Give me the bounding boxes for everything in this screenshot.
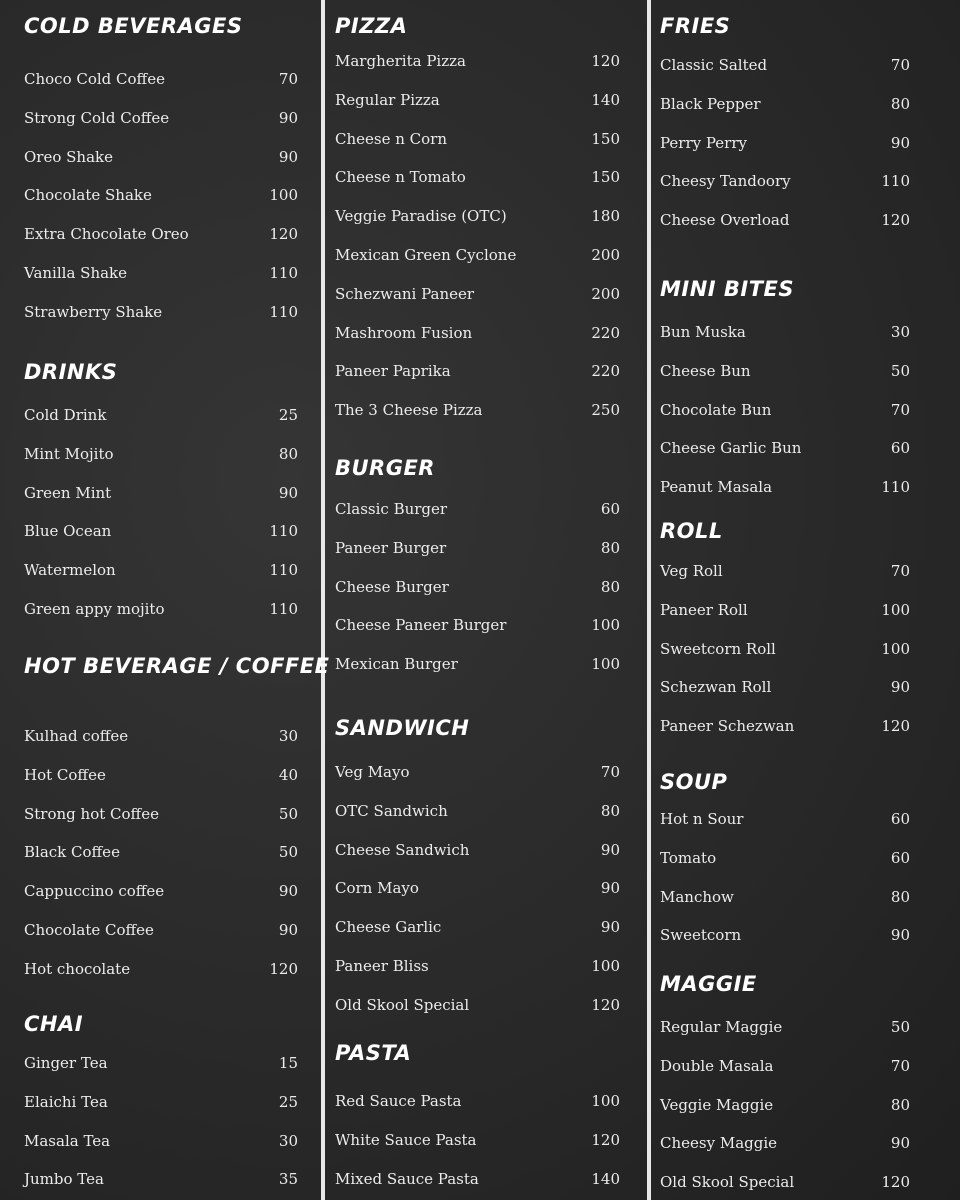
menu-item-name: Vanilla Shake xyxy=(24,264,128,282)
menu-item-name: Mexican Burger xyxy=(335,655,458,674)
menu-item xyxy=(660,717,910,739)
menu-item-price: 80 xyxy=(278,444,298,463)
menu-item xyxy=(335,1092,620,1114)
section-title: BURGER xyxy=(335,456,435,480)
menu-item-price: 120 xyxy=(881,717,910,736)
menu-item xyxy=(335,578,620,600)
menu-item-price: 110 xyxy=(881,172,910,191)
menu-item xyxy=(660,1018,910,1040)
menu-item xyxy=(24,148,298,170)
menu-item-name: Cheese Sandwich xyxy=(335,840,470,859)
menu-item-price: 110 xyxy=(881,478,910,497)
menu-item-name: Green Mint xyxy=(24,483,112,502)
menu-item-name: Paneer Burger xyxy=(335,538,447,557)
menu-item xyxy=(24,445,298,467)
menu-item-price: 90 xyxy=(890,133,910,152)
menu-item-name: Cheese Garlic Bun xyxy=(660,439,802,458)
menu-item-name: Mexican Green Cyclone xyxy=(335,246,517,264)
menu-item-price: 180 xyxy=(591,207,620,226)
menu-item-name: White Sauce Pasta xyxy=(335,1130,477,1149)
menu-item xyxy=(24,186,298,208)
menu-item xyxy=(24,1054,298,1076)
menu-item xyxy=(660,562,910,584)
menu-item-name: Classic Burger xyxy=(335,500,448,518)
menu-item xyxy=(335,362,620,384)
menu-item xyxy=(335,207,620,229)
section-title: PIZZA xyxy=(335,14,408,38)
menu-item xyxy=(335,401,620,423)
menu-item-name: Sweetcorn Roll xyxy=(660,639,776,658)
menu-item-price: 110 xyxy=(269,522,298,541)
section-title: MINI BITES xyxy=(660,277,795,301)
menu-item xyxy=(24,805,298,827)
menu-item-price: 220 xyxy=(591,362,620,381)
menu-item-name: Cappuccino coffee xyxy=(24,882,165,901)
menu-item-price: 30 xyxy=(890,323,910,341)
menu-item xyxy=(335,802,620,824)
menu-item xyxy=(335,130,620,152)
menu-item-price: 120 xyxy=(881,1173,910,1192)
menu-item-name: Red Sauce Pasta xyxy=(335,1092,462,1110)
menu-item-name: Strong hot Coffee xyxy=(24,804,159,823)
menu-item-name: Green appy mojito xyxy=(24,600,165,618)
menu-item-price: 120 xyxy=(269,225,298,244)
menu-item-name: Chocolate Shake xyxy=(24,186,152,205)
menu-item-name: Watermelon xyxy=(24,561,116,580)
menu-item-price: 50 xyxy=(278,804,298,823)
menu-item xyxy=(24,70,298,92)
menu-item xyxy=(335,1131,620,1153)
section-title: FRIES xyxy=(660,14,731,38)
menu-item-price: 70 xyxy=(890,400,910,419)
menu-item-name: Veg Roll xyxy=(660,562,723,580)
menu-item-price: 50 xyxy=(890,361,910,380)
menu-item-price: 80 xyxy=(600,801,620,820)
menu-item-name: Hot Coffee xyxy=(24,765,106,784)
menu-item-name: Jumbo Tea xyxy=(24,1170,104,1189)
menu-item-price: 70 xyxy=(600,763,620,781)
menu-item xyxy=(660,1173,910,1195)
menu-item-name: Strawberry Shake xyxy=(24,302,163,321)
menu-item-price: 80 xyxy=(890,1095,910,1114)
menu-item-price: 80 xyxy=(890,887,910,906)
menu-item-name: Cheese Bun xyxy=(660,361,751,380)
section-title: HOT BEVERAGE / COFFEE xyxy=(24,654,330,678)
section-title: COLD BEVERAGES xyxy=(24,14,243,38)
menu-item-name: Cheese Burger xyxy=(335,577,449,596)
section-title: MAGGIE xyxy=(660,972,757,996)
menu-item xyxy=(660,172,910,194)
menu-item xyxy=(660,134,910,156)
menu-item-name: Sweetcorn xyxy=(660,926,742,945)
menu-column-right xyxy=(660,0,910,1200)
menu-item xyxy=(660,1096,910,1118)
menu-item xyxy=(660,211,910,233)
menu-item-name: Mashroom Fusion xyxy=(335,323,473,342)
menu-item xyxy=(335,539,620,561)
menu-item-name: Paneer Roll xyxy=(660,600,748,619)
menu-item-price: 100 xyxy=(881,600,910,619)
menu-item-price: 100 xyxy=(881,639,910,658)
column-divider-right xyxy=(647,0,651,1200)
section-title: SANDWICH xyxy=(335,716,470,740)
menu-item-price: 15 xyxy=(278,1054,298,1072)
menu-item-price: 60 xyxy=(890,439,910,458)
menu-item xyxy=(660,478,910,500)
menu-item-name: Cheesy Tandoory xyxy=(660,172,791,191)
menu-item-name: Hot chocolate xyxy=(24,959,131,978)
menu-item-price: 30 xyxy=(278,1131,298,1150)
menu-item xyxy=(335,918,620,940)
menu-item-price: 60 xyxy=(890,848,910,867)
menu-item-name: Hot n Sour xyxy=(660,810,744,828)
menu-item-name: Cheese Garlic xyxy=(335,918,442,937)
menu-item-price: 110 xyxy=(269,561,298,580)
menu-item xyxy=(660,56,910,78)
menu-item-price: 25 xyxy=(278,406,298,424)
menu-item-name: The 3 Cheese Pizza xyxy=(335,401,483,420)
menu-item-name: Cheese n Corn xyxy=(335,129,448,148)
menu-item-name: Mint Mojito xyxy=(24,444,114,463)
menu-item-price: 110 xyxy=(269,302,298,321)
menu-item xyxy=(24,109,298,131)
menu-item-price: 90 xyxy=(278,483,298,502)
menu-item-price: 35 xyxy=(278,1170,298,1189)
menu-item-price: 90 xyxy=(890,678,910,697)
menu-item-name: Extra Chocolate Oreo xyxy=(24,225,189,244)
menu-item-name: OTC Sandwich xyxy=(335,801,448,820)
menu-item xyxy=(335,168,620,190)
menu-item xyxy=(660,1134,910,1156)
menu-item xyxy=(24,727,298,749)
section-title: PASTA xyxy=(335,1041,412,1065)
menu-item xyxy=(335,52,620,74)
menu-item-price: 120 xyxy=(591,1130,620,1149)
menu-item-name: Paneer Bliss xyxy=(335,957,429,975)
menu-item xyxy=(660,323,910,345)
menu-item xyxy=(24,766,298,788)
menu-item-name: Paneer Schezwan xyxy=(660,717,795,736)
menu-item-name: Bun Muska xyxy=(660,323,746,341)
menu-item-name: Margherita Pizza xyxy=(335,52,466,70)
menu-item-name: Old Skool Special xyxy=(335,995,470,1014)
menu-item-price: 70 xyxy=(890,562,910,580)
menu-item-price: 90 xyxy=(600,879,620,898)
menu-item xyxy=(24,225,298,247)
menu-item-name: Classic Salted xyxy=(660,56,768,74)
menu-item xyxy=(335,246,620,268)
menu-item xyxy=(24,1132,298,1154)
menu-item-price: 220 xyxy=(591,323,620,342)
menu-item-price: 200 xyxy=(591,284,620,303)
menu-item xyxy=(24,484,298,506)
menu-item-name: Strong Cold Coffee xyxy=(24,108,170,127)
menu-item-name: Oreo Shake xyxy=(24,147,113,166)
menu-item-name: Veggie Paradise (OTC) xyxy=(335,207,507,226)
menu-item-price: 100 xyxy=(591,1092,620,1110)
menu-item xyxy=(335,1170,620,1192)
menu-item-name: Old Skool Special xyxy=(660,1173,795,1192)
menu-item xyxy=(660,926,910,948)
menu-item-name: Regular Maggie xyxy=(660,1018,783,1036)
menu-item-price: 110 xyxy=(269,264,298,282)
menu-item xyxy=(335,957,620,979)
menu-item-name: Corn Mayo xyxy=(335,879,419,898)
menu-item-price: 90 xyxy=(278,921,298,939)
menu-item-price: 140 xyxy=(591,1169,620,1188)
section-title: DRINKS xyxy=(24,360,118,384)
menu-item-price: 120 xyxy=(591,52,620,70)
menu-item xyxy=(335,500,620,522)
menu-item xyxy=(24,1170,298,1192)
menu-item-price: 80 xyxy=(600,577,620,596)
menu-item xyxy=(660,810,910,832)
menu-item-name: Peanut Masala xyxy=(660,478,773,497)
menu-item xyxy=(660,888,910,910)
menu-item-price: 60 xyxy=(600,500,620,518)
section-title: CHAI xyxy=(24,1012,84,1036)
menu-item-price: 25 xyxy=(278,1092,298,1111)
menu-item-name: Perry Perry xyxy=(660,133,747,152)
menu-item-price: 120 xyxy=(881,211,910,230)
menu-item-name: Mixed Sauce Pasta xyxy=(335,1169,479,1188)
menu-item xyxy=(660,362,910,384)
menu-item-price: 70 xyxy=(278,70,298,88)
menu-item-price: 90 xyxy=(278,147,298,166)
menu-item xyxy=(335,655,620,677)
menu-item-name: Black Pepper xyxy=(660,94,761,113)
menu-item-name: Schezwan Roll xyxy=(660,678,772,697)
column-divider-left xyxy=(321,0,325,1200)
menu-item-price: 90 xyxy=(600,840,620,859)
menu-item-price: 100 xyxy=(269,186,298,205)
menu-item-name: Kulhad coffee xyxy=(24,727,129,745)
menu-item-name: Chocolate Coffee xyxy=(24,921,154,939)
menu-item-price: 70 xyxy=(890,56,910,74)
menu-item-price: 150 xyxy=(591,168,620,187)
menu-item-price: 90 xyxy=(278,108,298,127)
menu-item xyxy=(335,285,620,307)
menu-item-name: Manchow xyxy=(660,887,734,906)
menu-item xyxy=(335,841,620,863)
menu-item-price: 50 xyxy=(890,1018,910,1036)
menu-item-name: Schezwani Paneer xyxy=(335,284,475,303)
menu-item xyxy=(24,600,298,622)
menu-item xyxy=(335,763,620,785)
menu-item-name: Tomato xyxy=(660,848,717,867)
menu-item-name: Cheese Overload xyxy=(660,211,790,230)
menu-item-name: Veggie Maggie xyxy=(660,1095,774,1114)
menu-item-price: 80 xyxy=(600,538,620,557)
menu-item xyxy=(335,879,620,901)
menu-item-name: Veg Mayo xyxy=(335,763,410,781)
menu-item xyxy=(660,95,910,117)
menu-item-price: 200 xyxy=(591,246,620,264)
menu-item xyxy=(24,1093,298,1115)
menu-item-price: 250 xyxy=(591,401,620,420)
menu-item-price: 40 xyxy=(278,765,298,784)
menu-item-price: 30 xyxy=(278,727,298,745)
menu-item-price: 100 xyxy=(591,957,620,975)
menu-item-name: Masala Tea xyxy=(24,1131,111,1150)
menu-item-price: 120 xyxy=(269,959,298,978)
menu-item xyxy=(660,640,910,662)
menu-item-name: Paneer Paprika xyxy=(335,362,451,381)
menu-item xyxy=(24,303,298,325)
menu-item-price: 50 xyxy=(278,843,298,862)
menu-item xyxy=(24,406,298,428)
menu-item-price: 100 xyxy=(591,616,620,635)
menu-item xyxy=(24,561,298,583)
menu-item-name: Black Coffee xyxy=(24,843,120,862)
menu-item-name: Blue Ocean xyxy=(24,522,112,541)
menu-item-price: 60 xyxy=(890,810,910,828)
menu-item-name: Cheese Paneer Burger xyxy=(335,616,507,635)
menu-item-price: 90 xyxy=(890,926,910,945)
section-title: ROLL xyxy=(660,519,723,543)
menu-item xyxy=(24,921,298,943)
menu-item xyxy=(24,843,298,865)
menu-item xyxy=(335,616,620,638)
menu-item-name: Ginger Tea xyxy=(24,1054,108,1072)
menu-item-price: 150 xyxy=(591,129,620,148)
menu-item xyxy=(660,601,910,623)
menu-item-name: Cold Drink xyxy=(24,406,107,424)
menu-item-price: 90 xyxy=(890,1134,910,1153)
menu-item xyxy=(24,264,298,286)
menu-item xyxy=(660,401,910,423)
menu-item xyxy=(335,996,620,1018)
section-title: SOUP xyxy=(660,770,728,794)
menu-item xyxy=(660,849,910,871)
menu-item-price: 120 xyxy=(591,995,620,1014)
menu-item-name: Cheese n Tomato xyxy=(335,168,466,187)
menu-item-price: 90 xyxy=(278,882,298,901)
menu-item xyxy=(335,324,620,346)
menu-item-name: Regular Pizza xyxy=(335,90,440,109)
menu-item xyxy=(24,960,298,982)
menu-item-name: Double Masala xyxy=(660,1056,774,1075)
menu-column-left xyxy=(24,0,330,1200)
menu-item-name: Elaichi Tea xyxy=(24,1092,108,1111)
menu-item xyxy=(24,882,298,904)
menu-item-price: 80 xyxy=(890,94,910,113)
menu-item xyxy=(24,522,298,544)
menu-item-price: 140 xyxy=(591,90,620,109)
menu-item-name: Cheesy Maggie xyxy=(660,1134,778,1153)
menu-item-price: 90 xyxy=(600,918,620,937)
menu-item-name: Chocolate Bun xyxy=(660,400,772,419)
menu-item xyxy=(660,439,910,461)
menu-item xyxy=(660,1057,910,1079)
menu-column-middle xyxy=(335,0,620,1200)
menu-item xyxy=(335,91,620,113)
menu-item-price: 110 xyxy=(269,600,298,618)
menu-item-price: 70 xyxy=(890,1056,910,1075)
menu-item-name: Choco Cold Coffee xyxy=(24,70,165,88)
menu-item-price: 100 xyxy=(591,655,620,674)
menu-item xyxy=(660,678,910,700)
